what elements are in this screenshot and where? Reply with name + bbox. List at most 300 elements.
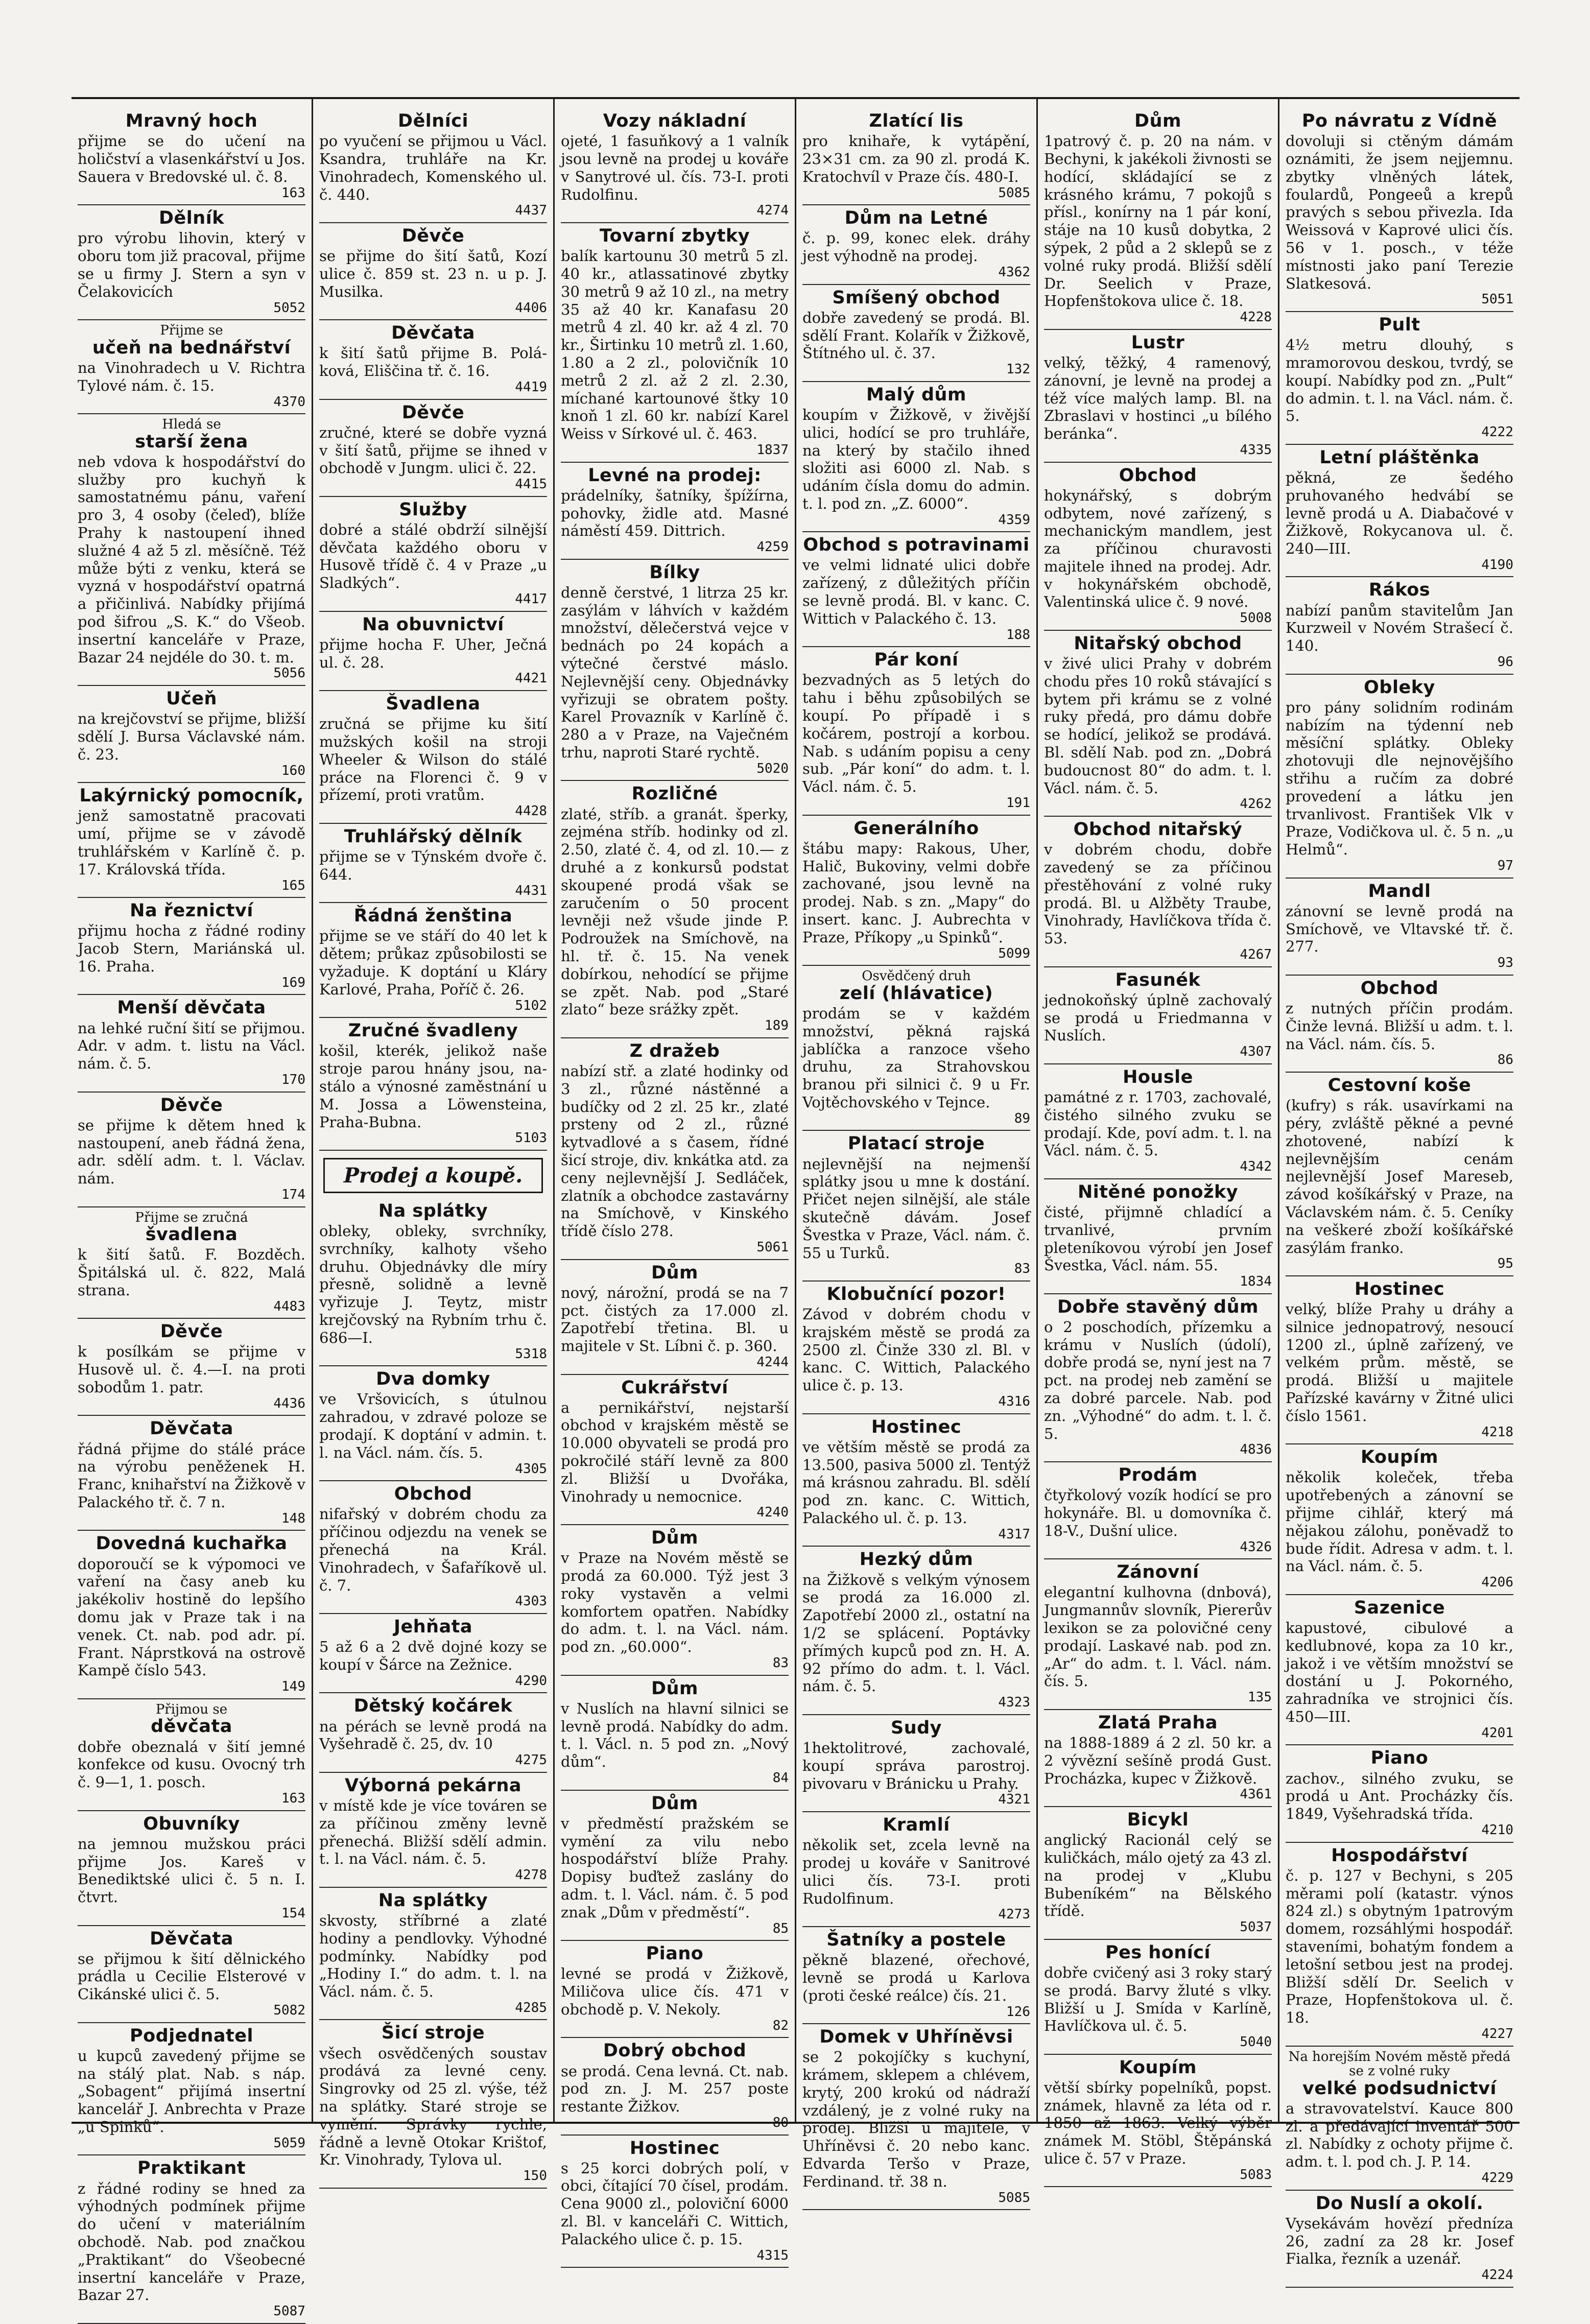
ad-title: Dělník (159, 208, 224, 229)
ad-number: 4278 (515, 1867, 547, 1883)
ad-number: 4227 (1481, 2026, 1513, 2042)
ad-text: jednokoňský úplně zachovalý se prodá u Friedmanna v Nuslích. (1044, 991, 1272, 1045)
classified-ad (561, 560, 789, 781)
classified-ad (802, 1547, 1030, 1715)
ad-text: neb vdova k hospodářství do služby pro kuchyň k samostatnému pánu, vaření pro 3, 4 osoby (čeleď), blíže Prahy k nastoupení ihned služné 4 až 5 zl. měsíčně. Též může býti z venku, která se vyzná v hospodářství opatrná a přičinlivá. Nabídky přijímá pod šifrou „S. K.“ do Všeob. insertní kanceláře v Praze, Bazar 24 nejdéle do 30. t. m. (78, 453, 305, 666)
ad-text: v Nuslích na hlavní silnici se levně prodá. Nabídky do adm. t. l. Václ. n. 5 pod zn. „Nový dům“. (561, 1699, 789, 1771)
ad-number: 4305 (515, 1461, 547, 1477)
ad-text: zachov., silného zvuku, se prodá u Ant. Procházky čís. 1849, Vyšehradská třída. (1286, 1769, 1513, 1823)
ad-number: 174 (281, 1187, 305, 1202)
ad-number: 82 (772, 2018, 789, 2033)
classified-ad (78, 1926, 305, 2023)
ad-title: Lustr (1131, 332, 1185, 353)
ad-number: 188 (1006, 627, 1030, 643)
classified-ad (1044, 2055, 1272, 2188)
classified-ad (561, 1260, 789, 1375)
ad-text: několik set, zcela levně na prodej u kováře v Sanitrové ulici čís. 73-I. proti Rudolfinum. (802, 1836, 1030, 1907)
classified-ad (1044, 1940, 1272, 2055)
ad-number: 95 (1497, 1256, 1513, 1272)
ad-number: 4428 (515, 803, 547, 819)
ad-number: 83 (1014, 1261, 1030, 1277)
classified-ad (1044, 1294, 1272, 1462)
ad-number: 163 (281, 1790, 305, 1806)
ad-text: pro výrobu lihovin, který v oboru tom již pracoval, přijme se u firmy J. Stern a syn v Čelakovicích (78, 229, 305, 300)
ad-text: přijme hocha F. Uher, Ječná ul. č. 28. (319, 635, 547, 671)
classified-ad (1286, 879, 1513, 976)
ad-title: Hostinec (629, 2138, 720, 2159)
ad-title: Dům (651, 1678, 698, 1699)
ad-title: Dům (651, 1528, 698, 1549)
ad-text: na jemnou mužskou práci přijme Jos. Kareš v Benediktské ulici č. 5 n. I. čtvrt. (78, 1835, 305, 1906)
ad-number: 5318 (515, 1346, 547, 1362)
ad-title: Hezký dům (859, 1549, 974, 1570)
ad-text: se prodá. Cena levná. Ct. nab. pod zn. J. M. 257 poste restante Žižkov. (561, 2062, 789, 2116)
ad-text: velký, blíže Prahy u dráhy a silnice jednopatrový, nesoucí 1200 zl., úplně zařízený, ve velkém prům. městě, se prodá. Bližší u majitele Pařízské kavárny v Žitné ulici číslo 1561. (1286, 1300, 1513, 1425)
classified-ad (802, 1414, 1030, 1547)
ad-title: Po návratu z Vídně (1301, 111, 1498, 131)
newspaper-page (72, 97, 1520, 2319)
classified-ad (802, 2024, 1030, 2210)
classified-ad (1286, 108, 1513, 312)
ad-title: Obchod nitařský (1073, 819, 1243, 840)
ad-title: Učeň (166, 689, 217, 709)
classified-ad (1044, 1710, 1272, 1807)
ad-number: 4240 (756, 1505, 789, 1521)
ad-text: elegantní kulhovna (dnbová), Jungmannův slovník, Piererův lexikon se za polovičné ceny prodají. Laskavé nab. pod zn. „Ar“ do adm. t. l. Václ. nám. čís. 5. (1044, 1583, 1272, 1690)
classified-ad (1286, 675, 1513, 879)
ad-number: 85 (772, 1920, 789, 1936)
ad-text: o 2 poschodích, přízemku a krámu v Nuslích (údolí), dobře prodá se, nyní jest na 7 pct. na prodej neb zamění se za dobré parcele. Nab. pod zn. „Výhodné“ do adm. t. l. č. 5. (1044, 1318, 1272, 1442)
ad-text: na Vinohradech u V. Richtra Tylové nám. č. 15. (78, 359, 305, 394)
ad-text: koupím v Žižkově, v živější ulici, hodící se pro truhláře, na který by stačilo ihned složiti asi 6000 zl. Nab. s udáním čísla domu do admin. t. l. pod zn. „Z. 6000“. (802, 406, 1030, 512)
ad-text: ve větším městě se prodá za 13.500, pasiva 5000 zl. Tentýž má krásnou zahradu. Bl. sdělí pod zn. kanc. C. Wittich, Palackého ul. č. p. 13. (802, 1438, 1030, 1527)
ad-title: Jehňata (393, 1617, 473, 1637)
classified-ad (319, 320, 547, 399)
ad-number: 4419 (515, 379, 547, 395)
ad-text: zručné, které se dobře vyzná v šití šatů, přijme se ihned v obchodě v Jungm. ulici č. 22. (319, 423, 547, 477)
ad-text: se 2 pokojíčky s kuchyní, krámem, sklepem a chlévem, krytý, 200 krokú od nádraží vzdálený, je z volné ruky na prodej. Bližší u majitele, v Uhříněvsi č. 20 nebo kanc. Edvarda Teršo v Praze, Ferdinand. tř. 38 n. (802, 2048, 1030, 2190)
classified-ad (319, 2020, 547, 2188)
classified-ad (78, 1531, 305, 1699)
ad-title: Dům na Letné (844, 208, 988, 229)
ad-text: levné se prodá v Žižkově, Miličova ulice čís. 471 v obchodě p. V. Nekoly. (561, 1965, 789, 2018)
classified-ad (1286, 1595, 1513, 1746)
ad-column-3 (553, 99, 795, 2263)
classified-ad (561, 108, 789, 223)
ad-number: 163 (281, 185, 305, 201)
ad-title: Dělníci (398, 111, 468, 131)
ad-text: v Praze na Novém městě se prodá za 60.000. Týž jest 3 roky vystavěn a velmi komfortem opatřen. Nabídky do adm. t. l. na Václ. nám. pod zn. „60.000“. (561, 1549, 789, 1656)
classified-ad (319, 1693, 547, 1772)
ad-text: prádelníky, šatníky, špížírna, pohovky, židle atd. Masné náměstí 459. Dittrich. (561, 486, 789, 540)
ad-number: 4262 (1240, 796, 1272, 812)
classified-ad (1286, 2191, 1513, 2288)
classified-ad (1044, 463, 1272, 631)
ad-title: Děvče (160, 1321, 223, 1342)
ad-number: 5037 (1240, 1919, 1272, 1935)
ad-title: starší žena (135, 431, 248, 452)
ad-text: dobře zavedený se prodá. Bl. sdělí Frant. Kolařík v Žižkově, Štítného ul. č. 37. (802, 309, 1030, 362)
classified-ad (319, 108, 547, 223)
ad-title: Švadlena (386, 694, 481, 715)
classified-ad (1286, 976, 1513, 1073)
ad-title: Malý dům (866, 384, 966, 405)
ad-title: Na řeznictví (130, 900, 253, 921)
classified-ad (561, 2038, 789, 2135)
classified-ad (802, 816, 1030, 966)
classified-ad (802, 966, 1030, 1131)
ad-title: Kramlí (883, 1814, 950, 1835)
ad-number: 4359 (998, 512, 1030, 528)
classified-ad (319, 1773, 547, 1888)
ad-text: na lehké ruční šití se přijmou. Adr. v adm. t. listu na Václ. nám. č. 5. (78, 1019, 305, 1073)
ad-column-5 (1036, 99, 1278, 2183)
ad-number: 4201 (1481, 1725, 1513, 1741)
classified-ad (1044, 1179, 1272, 1294)
ad-number: 154 (281, 1905, 305, 1921)
classified-ad (1286, 1444, 1513, 1595)
classified-ad (319, 903, 547, 1018)
ad-title: Dům (1134, 111, 1181, 131)
ad-text: několik koleček, třeba upotřebených a zánovní se přijme cihlář, který má nějakou zálohu, poněvadž to bude řídit. Adresa v adm. t. l. na Václ. nám. č. 5. (1286, 1468, 1513, 1575)
classified-ad (78, 2023, 305, 2156)
ad-number: 86 (1497, 1052, 1513, 1068)
ad-title: Nitařský obchod (1074, 633, 1242, 654)
ad-number: 5083 (1240, 2167, 1272, 2183)
ad-title: Zánovní (1117, 1562, 1199, 1583)
ad-title: Letní pláštěnka (1319, 447, 1480, 468)
classified-ad (1044, 817, 1272, 967)
ad-text: dobře obeznalá v šití jemné konfekce od kusu. Ovocný trh č. 9—1, 1. posch. (78, 1738, 305, 1791)
ad-number: 5085 (998, 185, 1030, 201)
ad-number: 4244 (756, 1354, 789, 1370)
ad-text: přijme se do učení na holičství a vlasenkářství u Jos. Sauera v Bredovské ul. č. 8. (78, 132, 305, 185)
ad-text: bezvadných as 5 letých do tahu i běhu způsobilých se koupí. Po případě i s kočárem, postrojí a korbou. Nab. s udáním popisu a ceny sub. „Pár koní“ do adm. t. l. Václ. nám. č. 5. (802, 671, 1030, 796)
ad-number: 4190 (1481, 557, 1513, 573)
classified-ad (561, 1525, 789, 1676)
ad-prefix: Přijme se zručná (135, 1210, 248, 1225)
ad-number: 4317 (998, 1526, 1030, 1542)
ad-number: 5099 (998, 945, 1030, 961)
ad-title: Dovedná kuchařka (96, 1533, 288, 1554)
classified-ad (802, 1927, 1030, 2024)
classified-ad (802, 285, 1030, 382)
ad-title: Obchod (394, 1484, 472, 1505)
ad-title: Smíšený obchod (832, 287, 1001, 308)
ad-text: u kupců zavedený přijme se na stálý plat. Nab. s náp. „Sobagent“ přijímá insertní kancelář J. Anbrechta v Praze „u Spinků“. (78, 2047, 305, 2136)
classified-ad (78, 1416, 305, 1531)
ad-text: památné z r. 1703, zachovalé, čistého silného zvuku se prodají. Kde, poví adm. t. l. na Václ. nám. č. 5. (1044, 1088, 1272, 1159)
ad-title: Děvče (401, 225, 465, 246)
ad-text: Vysekávám hovězí předníza 26, zadní za 28 kr. Josef Fialka, řezník a uzenář. (1286, 2214, 1513, 2268)
ad-number: 150 (523, 2168, 547, 2184)
classified-ad (78, 1093, 305, 1207)
ad-title: Obchod (1119, 465, 1197, 486)
classified-ad (319, 1018, 547, 1151)
ad-text: a stravovatelství. Kauce 800 zl. a předávající inventář 500 zl. Nabídky z ochoty přijme č. adm. t. l. pod ch. J. P. 14. (1286, 2099, 1513, 2171)
ad-number: 4274 (756, 203, 789, 219)
ad-text: zánovní se levně prodá na Smíchově, ve Vltavské tř. č. 277. (1286, 902, 1513, 956)
ad-text: v dobrém chodu, dobře zavedený se za příčinou přestěhování z volné ruky prodá. Bl. u Alžběty Traube, Vinohrady, Havlíčkova třída č. 53. (1044, 841, 1272, 947)
ad-number: 4323 (998, 1695, 1030, 1711)
ad-prefix: Přijme se (160, 323, 223, 339)
classified-ad (561, 1941, 789, 2038)
classified-ad (78, 995, 305, 1092)
classified-ad (561, 1676, 789, 1791)
ad-column-1 (72, 99, 312, 2319)
ad-text: na 1888-1889 á 2 zl. 50 kr. a 2 vývězní sešíně prodá Gust. Procházka, kupec v Žižkově. (1044, 1734, 1272, 1787)
ad-number: 4273 (998, 1907, 1030, 1923)
ad-title: Děvče (160, 1095, 223, 1116)
ad-text: větší sbírky popelníků, popst. známek, hlavně za léta od r. 1850 až 1863. Velký výběr známek M. Stöbl, Štěpánská ulice č. 57 v Praze. (1044, 2078, 1272, 2168)
ad-title: Koupím (1361, 1447, 1438, 1468)
ad-text: na Žižkově s velkým výnosem se prodá za 16.000 zl. Zapotřebí 2000 zl., ostatní na 1/2 se splácení. Poptávky přímých kupců pod zn. H. A. 92 přímo do adm. t. l. Václ. nám. č. 5. (802, 1571, 1030, 1695)
ad-title: Obchod s potravinami (803, 535, 1030, 556)
classified-ad (1286, 2047, 1513, 2191)
ad-title: učeň na bednářství (92, 337, 291, 358)
ad-title: Děvčata (150, 1418, 233, 1439)
ad-number: 4267 (1240, 947, 1272, 962)
ad-text: zručná se přijme ku šití mužských košil na stroji Wheeler & Wilson do stálé práce na Florenci č. 9 v přízemí, proti vratům. (319, 715, 547, 804)
ad-number: 5102 (515, 998, 547, 1013)
ad-title: Hostinec (871, 1416, 962, 1437)
classified-ad (561, 1791, 789, 1941)
ad-number: 5052 (273, 300, 305, 316)
ad-number: 4415 (515, 477, 547, 492)
ad-number: 148 (281, 1510, 305, 1526)
ad-title: Koupím (1119, 2057, 1197, 2078)
ad-title: Podjednatel (129, 2025, 254, 2046)
ad-text: k šití šatů. F. Bozděch. Špitálská ul. č. 822, Malá strana. (78, 1246, 305, 1299)
ad-number: 4206 (1481, 1575, 1513, 1591)
ad-prefix: Hledá se (162, 417, 221, 433)
classified-ad (319, 400, 547, 497)
ad-title: Domek v Uhříněvsi (819, 2027, 1013, 2048)
classified-ad (1044, 330, 1272, 463)
ad-text: doporoučí se k výpomoci ve vaření na časy aneb ku jakékoliv hostině do lepšího domu jak v Praze tak i na venek. Ct. nab. pod adr. pí. Frant. Náprstková na ostrově Kampě číslo 543. (78, 1555, 305, 1679)
ad-title: Výborná pekárna (345, 1775, 521, 1796)
ad-text: hokynářský, s dobrým odbytem, nové zařízený, s mechanickým mandlem, jest za příčinou churavosti majitele ihned na prodej. Adr. v hokynářském obchodě, Valentinská ulice č. 9 nové. (1044, 486, 1272, 611)
classified-ad (319, 497, 547, 612)
ad-title: velké podsudnictví (1302, 2078, 1497, 2099)
ad-number: 189 (765, 1018, 789, 1034)
ad-text: dobře cvičený asi 3 roky starý se prodá. Barvy žluté s vlky. Bližší u J. Smída v Karlíně, Havlíčkova ul. č. 5. (1044, 1963, 1272, 2035)
ad-column-2 (312, 99, 553, 2184)
ad-text: k posílkám se přijme v Husově ul. č. 4.—I. na proti sobodům 1. patr. (78, 1343, 305, 1396)
ad-text: po vyučení se přijmou u Václ. Ksandra, truhláře na Kr. Vinohradech, Komenského ul. č. 440. (319, 132, 547, 203)
ad-text: v místě kde je více továren se za příčinou změny levně přenechá. Bližší sdělí admin. t. l. na Václ. nám. č. 5. (319, 1796, 547, 1868)
ad-text: ve velmi lidnaté ulici dobře zařízený, z důležitých příčin se levně prodá. Bl. v kanc. C. Wittich v Palackého č. 13. (802, 556, 1030, 627)
classified-ad (78, 205, 305, 320)
ad-title: Na splátky (378, 1890, 488, 1911)
classified-ad (1286, 312, 1513, 445)
classified-ad (319, 1614, 547, 1693)
ad-text: přijme se ve stáří do 40 let k dětem; průkaz způsobilosti se vyžaduje. K doptání u Kláry Karlové, Praha, Poříč č. 26. (319, 927, 547, 998)
classified-ad (319, 1366, 547, 1481)
classified-ad (1044, 1807, 1272, 1940)
ad-text: nový, nárožní, prodá se na 7 pct. čistých za 17.000 zl. Zapotřebí třetina. Bl. u majitele v St. Líbni č. p. 360. (561, 1284, 789, 1355)
ad-number: 5051 (1481, 292, 1513, 307)
ad-text: se přijme k dětem hned k nastoupení, aneb řádná žena, adr. sdělí adm. t. l. Václav. nám. (78, 1116, 305, 1188)
ad-text: 4½ metru dlouhý, s mramorovou deskou, tvrdý, se koupí. Nabídky pod zn. „Pult“ do admin. t. l. na Václ. nám. č. 5. (1286, 336, 1513, 425)
ad-number: 5008 (1240, 610, 1272, 626)
ad-title: Sazenice (1354, 1597, 1445, 1618)
ad-title: Nitěné ponožky (1077, 1181, 1239, 1202)
ad-text: v předměstí pražském se vymění za vilu nebo hospodářství blíže Prahy. Dopisy buďtež zaslány do adm. t. l. Václ. nám. č. 5 pod znak „Dům v předměstí“. (561, 1814, 789, 1921)
classified-ad (78, 1699, 305, 1811)
ad-title: Děvčata (391, 323, 475, 344)
ad-number: 5087 (273, 2304, 305, 2319)
ad-title: Bicykl (1127, 1809, 1189, 1830)
ad-text: zlaté, stříb. a granát. šperky, zejména stříb. hodinky od zl. 2.50, zlaté č. 4, od zl. 10.— z druhé a z konkursů podstat skoupené prodá však se zaručením o 50 procent levněji než všude jinde P. Podroužek na Smíchově, na hl. tř. č. 15. Na venek dobírkou, nehodící se přijme se zpět. Nab. pod „Staré zlato“ beze srážky zpět. (561, 805, 789, 1018)
ad-number: 97 (1497, 858, 1513, 874)
ad-number: 4342 (1240, 1159, 1272, 1175)
ad-number: 4421 (515, 671, 547, 686)
ad-text: č. p. 127 v Bechyni, s 205 měrami polí (katastr. výnos 824 zl.) s obytným 1patrovým domem, rozsáhlými hospodář. staveními, bohatým fondem a letošní setbou jest na prodej. Bližší sdělí Dr. Seelich v Praze, Hopfenštokova ul. č. 18. (1286, 1866, 1513, 2027)
ad-number: 4316 (998, 1394, 1030, 1410)
ad-title: Dobrý obchod (603, 2041, 747, 2061)
ad-number: 169 (281, 975, 305, 990)
classified-ad (319, 1888, 547, 2021)
ad-text: košil, kterék, jelikož naše stroje parou hnány jsou, na-stálo a výnosné zaměstnání u M. Jossa a Löwensteina, Praha-Bubna. (319, 1042, 547, 1131)
ad-number: 4437 (515, 203, 547, 219)
ad-title: Hostinec (1354, 1278, 1445, 1299)
ad-number: 165 (281, 878, 305, 893)
ad-number: 4229 (1481, 2170, 1513, 2186)
ad-text: č. p. 99, konec elek. dráhy jest výhodně na prodej. (802, 229, 1030, 265)
ad-title: Tovarní zbytky (599, 225, 750, 246)
classified-ad (1044, 1064, 1272, 1179)
ad-text: 1patrový č. p. 20 na nám. v Bechyni, k jakékoli živnosti se hodící, skládající se z krásného krámu, 7 pokojů s přísl., konírny na 1 pár koní, stáje na 10 kusů dobytka, 2 sýpek, 2 půd a 2 sklepů se z volné ruky prodá. Bližší sdělí Dr. Seelich v Praze, Hopfenštokova ulice č. 18. (1044, 132, 1272, 310)
ad-number: 149 (281, 1679, 305, 1695)
ad-text: 1hektolitrové, zachovalé, koupí správa parostroj. pivovaru v Bránicku u Prahy. (802, 1739, 1030, 1792)
ad-title: Generálního (853, 818, 979, 839)
ad-number: 5040 (1240, 2034, 1272, 2050)
ad-number: 4307 (1240, 1044, 1272, 1060)
ad-number: 89 (1014, 1110, 1030, 1126)
ad-number: 4210 (1481, 1822, 1513, 1838)
classified-ad (1286, 1843, 1513, 2047)
ad-number: 1834 (1240, 1274, 1272, 1290)
ad-title: Šicí stroje (381, 2023, 485, 2044)
classified-ad (78, 1319, 305, 1416)
classified-ad (78, 686, 305, 783)
ad-title: Praktikant (137, 2158, 246, 2179)
classified-ad (561, 781, 789, 1038)
ad-text: pro pány solidním rodinám nabízím na týdenní neb měsíční splátky. Obleky zhotovuji dle nejnovějšího střihu a ručím za dobré provedení a látku jen trvanlivost. František Vlk v Praze, Vodičkova ul. č. 5 n. „u Helmů“. (1286, 698, 1513, 859)
ad-title: Na splátky (378, 1200, 488, 1221)
ad-number: 5056 (273, 666, 305, 681)
ad-number: 4370 (273, 394, 305, 410)
ad-text: přijmu hocha z řádné rodiny Jacob Stern, Mariánská ul. 16. Praha. (78, 922, 305, 975)
ad-number: 5085 (998, 2190, 1030, 2206)
ad-title: Bílky (649, 562, 700, 583)
ad-text: se přijme do šití šatů, Kozí ulice č. 859 st. 23 n. u p. J. Musilka. (319, 247, 547, 300)
classified-ad (561, 1038, 789, 1260)
ad-number: 4362 (998, 264, 1030, 280)
ad-title: Mandl (1368, 881, 1431, 902)
ad-text: pro knihaře, k vytápění, 23×31 cm. za 90 zl. prodá K. Kratochvíl v Praze čís. 480-I. (802, 132, 1030, 185)
ad-title: Rozličné (631, 784, 718, 804)
ad-number: 191 (1006, 795, 1030, 811)
classified-ad (1044, 1559, 1272, 1710)
ad-title: Piano (1370, 1748, 1429, 1769)
classified-ad (802, 1812, 1030, 1927)
ad-number: 4406 (515, 300, 547, 316)
ad-number: 126 (1006, 2004, 1030, 2020)
ad-text: nifařský v dobrém chodu za příčinou odjezdu na venek se přenechá na Král. Vinohradech, v Šafaříkově ul. č. 7. (319, 1505, 547, 1594)
ad-number: 170 (281, 1072, 305, 1087)
ad-text: přijme se v Týnském dvoře č. 644. (319, 847, 547, 883)
classified-ad (78, 898, 305, 995)
ad-title: švadlena (145, 1224, 238, 1245)
ad-text: ojeté, 1 fasuňkový a 1 valník jsou levně na prodej u kováře v Sanytrové ul. čís. 73-I. proti Rudolfinu. (561, 132, 789, 203)
ad-text: nabízí stř. a zlaté hodinky od 3 zl., různé nástěnné a budíčky od 2 zl. 25 kr., zlaté prsteny od 2 zl., různé kytvadlové a s časem, řídné šicí stroje, div. knkátka atd. za ceny nejlevnější J. Sedláček, zlatník a obchodce zastavárny na Smíchově, v Kinského třídě číslo 278. (561, 1062, 789, 1240)
ad-number: 4417 (515, 591, 547, 607)
ad-title: Prodám (1118, 1465, 1198, 1486)
ad-text: nejlevnější na nejmenší splátky jsou u mne k dostání. Přičet nejen silnější, ale stále skutečně dávám. Josef Švestka v Praze, Václ. nám. č. 55 u Turků. (802, 1155, 1030, 1262)
ad-prefix: Osvědčený druh (862, 968, 971, 984)
classified-ad (1286, 1745, 1513, 1842)
ad-title: Zlatá Praha (1098, 1712, 1218, 1733)
classified-ad (802, 1715, 1030, 1812)
ad-number: 4222 (1481, 424, 1513, 440)
ad-text: se přijmou k šití dělnického prádla u Cecilie Elsterové v Cikánské ulici č. 5. (78, 1950, 305, 2003)
classified-ad (1044, 1462, 1272, 1559)
classified-ad (319, 223, 547, 320)
ad-number: 4436 (273, 1395, 305, 1411)
ad-number: 93 (1497, 955, 1513, 971)
ad-number: 5061 (756, 1239, 789, 1255)
classified-ad (1286, 1073, 1513, 1276)
ad-title: Dětský kočárek (353, 1696, 513, 1717)
ad-text: z nutných příčin prodám. Činže levná. Bližší u adm. t. l. na Václ. nám. čís. 5. (1286, 999, 1513, 1053)
classified-ad (561, 1375, 789, 1526)
ad-number: 4321 (998, 1792, 1030, 1808)
ad-column-6 (1278, 99, 1520, 2283)
ad-title: Piano (646, 1943, 704, 1964)
ad-text: všech osvědčených soustav prodává za levné ceny. Singrovky od 25 zl. výše, též na splátky. Staré stroje se vymění. Správky rychle, řádně a levně Otokar Krištof, Kr. Vinohrady, Tylova ul. (319, 2044, 547, 2169)
classified-ad (78, 108, 305, 205)
ad-title: Děvče (401, 402, 465, 423)
ad-text: nabízí panům stavitelům Jan Kurzweil v Novém Strašecí č. 140. (1286, 601, 1513, 655)
ad-title: Dobře stavěný dům (1057, 1296, 1259, 1317)
classified-ad (561, 463, 789, 560)
ad-text: obleky, obleky, svrchníky, svrchníky, kalhoty všeho druhu. Objednávky dle míry přesně, solidně a levně vyřizuje J. Teytz, mistr krejčovský na Rybním trhu č. 686—I. (319, 1222, 547, 1346)
ad-number: 96 (1497, 654, 1513, 670)
ad-title: Pult (1379, 314, 1420, 335)
classified-ad (78, 2155, 305, 2323)
ad-title: Zlatící lis (869, 111, 964, 131)
ad-text: 5 až 6 a 2 dvě dojné kozy se koupí v Šárce na Zežnice. (319, 1638, 547, 1673)
ad-text: (kufry) s rák. usavírkami na péry, zvláště pěkné a pevné zhotovené, nabízí k nejlevnějším cenám nejlevnější Josef Mareseb, závod košíkářský v Praze, na Václavském nám. č. 5. Ceníky na veškeré zboží košíkářské zasýlám franko. (1286, 1097, 1513, 1256)
ad-number: 83 (772, 1655, 789, 1671)
classified-ad (802, 647, 1030, 815)
ad-title: Zručné švadleny (348, 1021, 518, 1041)
ad-number: 5059 (273, 2135, 305, 2151)
ad-text: štábu mapy: Rakous, Uher, Halič, Bukoviny, velmi dobře zachované, jsou levně na prodej. Nab. s zn. „Mapy“ do insert. kanc. J. Aubrechta v Praze, Příkopy „u Spinků“. (802, 839, 1030, 946)
classified-ad (1286, 445, 1513, 578)
ad-title: Na obuvnictví (362, 614, 504, 635)
ad-title: Děvčata (150, 1928, 233, 1949)
ad-text: na pérách se levně prodá na Vyšehradě č. 25, dv. 10 (319, 1717, 547, 1753)
ad-title: Dům (651, 1793, 698, 1814)
ad-title: Šatníky a postele (826, 1929, 1006, 1950)
ad-title: Hospodářství (1331, 1845, 1468, 1866)
ad-title: Pár koní (874, 650, 959, 671)
ad-title: Dům (651, 1262, 698, 1283)
ad-title: Klobučnící pozor! (826, 1284, 1006, 1305)
